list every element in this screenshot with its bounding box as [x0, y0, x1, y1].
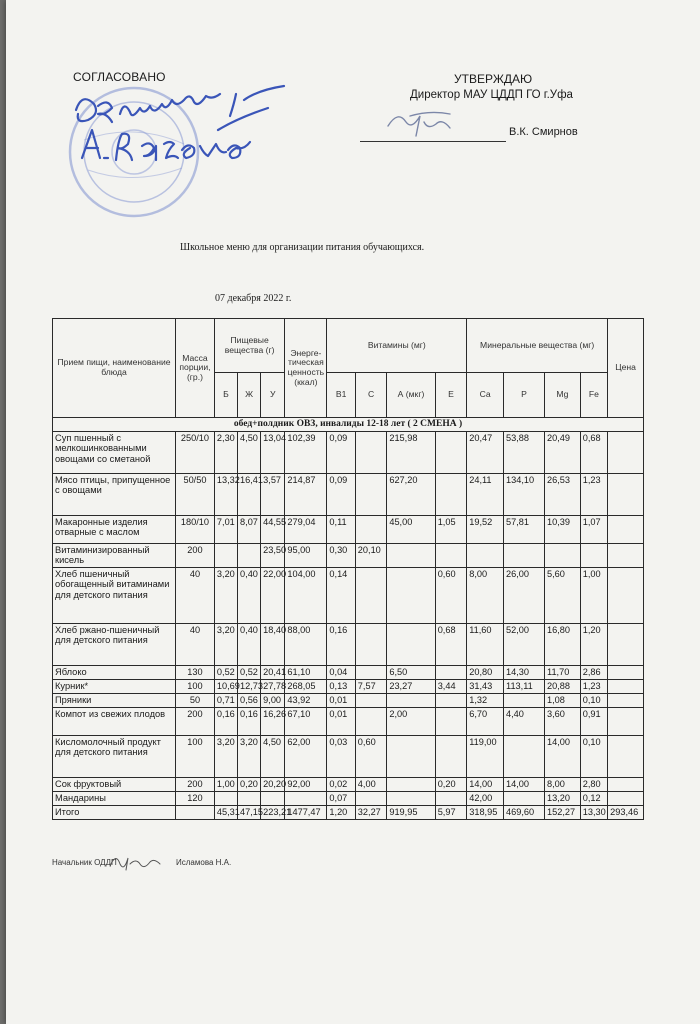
cell-ca: 31,43: [467, 680, 504, 694]
cell-price: [608, 694, 644, 708]
cell-ca: 1,32: [467, 694, 504, 708]
cell-energy: 62,00: [285, 736, 327, 778]
approval-right-label: УТВЕРЖДАЮ: [454, 72, 533, 86]
col-vitamins: Витамины (мг): [327, 319, 467, 373]
cell-b1: 1,20: [327, 806, 355, 820]
cell-p: 4,40: [504, 708, 545, 736]
approval-left-label: СОГЛАСОВАНО: [73, 70, 166, 84]
cell-b1: 0,16: [327, 624, 355, 666]
table-row: [53, 432, 644, 474]
cell-b: 2,30: [214, 432, 237, 474]
cell-c: [355, 792, 387, 806]
table-row: [53, 544, 644, 568]
table-row: [53, 680, 644, 694]
cell-mass: 130: [176, 666, 215, 680]
cell-c: [355, 432, 387, 474]
cell-a: 23,27: [387, 680, 435, 694]
col-price: Цена: [608, 319, 644, 418]
cell-price: [608, 474, 644, 516]
cell-dish: Курник*: [53, 680, 176, 694]
cell-mass: 40: [176, 624, 215, 666]
cell-c: 20,10: [355, 544, 387, 568]
cell-e: 5,97: [435, 806, 467, 820]
col-mass: Масса порции, (гр.): [176, 319, 215, 418]
cell-energy: 88,00: [285, 624, 327, 666]
cell-b: [214, 792, 237, 806]
cell-mass: 50: [176, 694, 215, 708]
cell-mass: 100: [176, 736, 215, 778]
cell-c: 4,00: [355, 778, 387, 792]
cell-b1: 0,03: [327, 736, 355, 778]
cell-e: 0,60: [435, 568, 467, 624]
cell-b1: 0,09: [327, 474, 355, 516]
cell-u: 27,78: [261, 680, 285, 694]
cell-p: 52,00: [504, 624, 545, 666]
cell-price: [608, 666, 644, 680]
col-mg: Mg: [545, 373, 581, 418]
cell-energy: 214,87: [285, 474, 327, 516]
cell-mg: 10,39: [545, 516, 581, 544]
table-row: [53, 666, 644, 680]
cell-u: 13,04: [261, 432, 285, 474]
cell-fe: [580, 544, 607, 568]
cell-price: [608, 708, 644, 736]
cell-mg: [545, 544, 581, 568]
cell-b: 1,00: [214, 778, 237, 792]
cell-dish: Компот из свежих плодов: [53, 708, 176, 736]
cell-price: [608, 792, 644, 806]
cell-b1: 0,11: [327, 516, 355, 544]
footer-signature-icon: [106, 848, 166, 874]
cell-price: [608, 568, 644, 624]
cell-u: 16,26: [261, 708, 285, 736]
col-b1: В1: [327, 373, 355, 418]
director-title: Директор МАУ ЦДДП ГО г.Уфа: [410, 89, 573, 101]
cell-price: [608, 778, 644, 792]
cell-energy: 279,04: [285, 516, 327, 544]
cell-dish: Витаминизированный кисель: [53, 544, 176, 568]
cell-mass: [176, 806, 215, 820]
cell-p: [504, 792, 545, 806]
table-row: [53, 474, 644, 516]
cell-mass: 200: [176, 778, 215, 792]
cell-b: 0,71: [214, 694, 237, 708]
cell-mg: 8,00: [545, 778, 581, 792]
cell-mass: 100: [176, 680, 215, 694]
cell-mg: 14,00: [545, 736, 581, 778]
cell-ca: 6,70: [467, 708, 504, 736]
cell-mg: 1,08: [545, 694, 581, 708]
cell-fe: 2,80: [580, 778, 607, 792]
table-row: [53, 516, 644, 544]
cell-dish: Хлеб ржано-пшеничный для детского питания: [53, 624, 176, 666]
col-ca: Ca: [467, 373, 504, 418]
cell-energy: [285, 792, 327, 806]
cell-ca: 8,00: [467, 568, 504, 624]
cell-b1: 0,07: [327, 792, 355, 806]
cell-price: [608, 736, 644, 778]
cell-e: [435, 432, 467, 474]
col-minerals: Минеральные вещества (мг): [467, 319, 608, 373]
col-a: А (мкг): [387, 373, 435, 418]
cell-zh: 3,20: [238, 736, 261, 778]
menu-table: [52, 318, 644, 820]
cell-a: [387, 544, 435, 568]
cell-mass: 40: [176, 568, 215, 624]
col-b: Б: [214, 373, 237, 418]
cell-b1: 0,04: [327, 666, 355, 680]
cell-a: 919,95: [387, 806, 435, 820]
cell-dish: Макаронные изделия отварные с маслом: [53, 516, 176, 544]
cell-c: [355, 624, 387, 666]
table-row: [53, 624, 644, 666]
cell-ca: 318,95: [467, 806, 504, 820]
cell-p: 26,00: [504, 568, 545, 624]
cell-mass: 120: [176, 792, 215, 806]
cell-p: 53,88: [504, 432, 545, 474]
cell-a: [387, 778, 435, 792]
cell-fe: 1,23: [580, 474, 607, 516]
cell-mg: 20,49: [545, 432, 581, 474]
cell-a: 215,98: [387, 432, 435, 474]
cell-e: 1,05: [435, 516, 467, 544]
cell-e: [435, 544, 467, 568]
cell-b: 7,01: [214, 516, 237, 544]
cell-zh: 16,41: [238, 474, 261, 516]
director-signature-icon: [380, 104, 460, 144]
cell-a: 2,00: [387, 708, 435, 736]
col-e: Е: [435, 373, 467, 418]
cell-a: 45,00: [387, 516, 435, 544]
col-zh: Ж: [238, 373, 261, 418]
cell-c: [355, 694, 387, 708]
cell-u: 18,40: [261, 624, 285, 666]
cell-mg: 13,20: [545, 792, 581, 806]
cell-e: [435, 474, 467, 516]
cell-zh: 0,40: [238, 624, 261, 666]
cell-fe: 0,68: [580, 432, 607, 474]
cell-mass: 180/10: [176, 516, 215, 544]
cell-fe: 0,10: [580, 694, 607, 708]
cell-p: 14,00: [504, 778, 545, 792]
cell-zh: 47,15: [238, 806, 261, 820]
cell-zh: [238, 792, 261, 806]
cell-b1: 0,13: [327, 680, 355, 694]
cell-dish: Хлеб пшеничный обогащенный витаминами для детского питания: [53, 568, 176, 624]
cell-a: [387, 694, 435, 708]
cell-dish: Итого: [53, 806, 176, 820]
cell-p: 113,11: [504, 680, 545, 694]
cell-c: [355, 568, 387, 624]
cell-energy: 1477,47: [285, 806, 327, 820]
cell-u: 22,00: [261, 568, 285, 624]
cell-b: 3,20: [214, 624, 237, 666]
cell-mass: 50/50: [176, 474, 215, 516]
cell-fe: 1,20: [580, 624, 607, 666]
cell-fe: 0,91: [580, 708, 607, 736]
cell-ca: 119,00: [467, 736, 504, 778]
cell-e: [435, 694, 467, 708]
cell-ca: 42,00: [467, 792, 504, 806]
cell-dish: Пряники: [53, 694, 176, 708]
cell-mg: 11,70: [545, 666, 581, 680]
cell-c: [355, 516, 387, 544]
cell-dish: Мандарины: [53, 792, 176, 806]
cell-b1: 0,02: [327, 778, 355, 792]
table-row: [53, 792, 644, 806]
total-row: [53, 806, 644, 820]
cell-u: 20,41: [261, 666, 285, 680]
cell-mass: 200: [176, 708, 215, 736]
cell-energy: 104,00: [285, 568, 327, 624]
cell-c: [355, 474, 387, 516]
footer-head-label: Начальник ОДДП: [52, 858, 117, 867]
cell-b: 45,31: [214, 806, 237, 820]
cell-price: [608, 680, 644, 694]
cell-energy: 268,05: [285, 680, 327, 694]
cell-u: 4,50: [261, 736, 285, 778]
cell-fe: 1,23: [580, 680, 607, 694]
cell-b1: 0,01: [327, 708, 355, 736]
cell-u: 23,50: [261, 544, 285, 568]
cell-mass: 250/10: [176, 432, 215, 474]
col-p: P: [504, 373, 545, 418]
cell-zh: 0,16: [238, 708, 261, 736]
cell-b: 0,16: [214, 708, 237, 736]
cell-e: [435, 708, 467, 736]
cell-u: 9,00: [261, 694, 285, 708]
cell-zh: 4,50: [238, 432, 261, 474]
cell-b1: 0,14: [327, 568, 355, 624]
cell-u: 20,20: [261, 778, 285, 792]
cell-zh: 12,73: [238, 680, 261, 694]
cell-mg: 16,80: [545, 624, 581, 666]
cell-u: 3,57: [261, 474, 285, 516]
cell-price: [608, 516, 644, 544]
section-title: обед+полдник ОВЗ, инвалиды 12-18 лет ( 2 СМЕНА ): [53, 418, 644, 432]
cell-ca: 20,47: [467, 432, 504, 474]
cell-a: [387, 736, 435, 778]
cell-a: 6,50: [387, 666, 435, 680]
cell-e: [435, 792, 467, 806]
menu-title: Школьное меню для организации питания обучающихся.: [180, 242, 425, 253]
cell-b: 3,20: [214, 736, 237, 778]
cell-b1: 0,30: [327, 544, 355, 568]
cell-mg: 20,88: [545, 680, 581, 694]
cell-fe: 0,10: [580, 736, 607, 778]
cell-a: [387, 624, 435, 666]
cell-zh: 8,07: [238, 516, 261, 544]
cell-fe: 1,00: [580, 568, 607, 624]
cell-e: 0,68: [435, 624, 467, 666]
cell-u: 223,21: [261, 806, 285, 820]
cell-energy: 43,92: [285, 694, 327, 708]
col-u: У: [261, 373, 285, 418]
cell-ca: [467, 544, 504, 568]
cell-b: 3,20: [214, 568, 237, 624]
cell-u: [261, 792, 285, 806]
cell-dish: Мясо птицы, припущенное с овощами: [53, 474, 176, 516]
cell-p: 134,10: [504, 474, 545, 516]
cell-a: [387, 792, 435, 806]
cell-p: [504, 544, 545, 568]
cell-price: [608, 544, 644, 568]
cell-e: 0,20: [435, 778, 467, 792]
handwritten-signature-icon: [68, 80, 298, 190]
cell-zh: 0,56: [238, 694, 261, 708]
cell-mg: 152,27: [545, 806, 581, 820]
col-fe: Fe: [580, 373, 607, 418]
cell-energy: 102,39: [285, 432, 327, 474]
cell-zh: 0,20: [238, 778, 261, 792]
cell-b1: 0,09: [327, 432, 355, 474]
table-row: [53, 708, 644, 736]
cell-price: [608, 432, 644, 474]
cell-ca: 20,80: [467, 666, 504, 680]
cell-p: 14,30: [504, 666, 545, 680]
cell-zh: 0,40: [238, 568, 261, 624]
cell-mg: 3,60: [545, 708, 581, 736]
cell-b: 0,52: [214, 666, 237, 680]
cell-ca: 11,60: [467, 624, 504, 666]
cell-zh: 0,52: [238, 666, 261, 680]
director-name: В.К. Смирнов: [509, 126, 578, 138]
cell-a: [387, 568, 435, 624]
col-energy: Энерге-тическая ценность (ккал): [285, 319, 327, 418]
cell-p: 469,60: [504, 806, 545, 820]
cell-c: [355, 708, 387, 736]
col-c: С: [355, 373, 387, 418]
cell-p: [504, 694, 545, 708]
cell-ca: 24,11: [467, 474, 504, 516]
cell-c: 0,60: [355, 736, 387, 778]
cell-p: 57,81: [504, 516, 545, 544]
cell-b: 10,69: [214, 680, 237, 694]
cell-dish: Кисломолочный продукт для детского питания: [53, 736, 176, 778]
cell-zh: [238, 544, 261, 568]
cell-dish: Яблоко: [53, 666, 176, 680]
cell-fe: 13,30: [580, 806, 607, 820]
menu-date: 07 декабря 2022 г.: [215, 293, 292, 304]
cell-b: [214, 544, 237, 568]
cell-fe: 2,86: [580, 666, 607, 680]
cell-mass: 200: [176, 544, 215, 568]
col-nutrients: Пищевые вещества (г): [214, 319, 284, 373]
table-row: [53, 568, 644, 624]
cell-e: [435, 736, 467, 778]
table-row: [53, 736, 644, 778]
cell-energy: 61,10: [285, 666, 327, 680]
footer-head-name: Исламова Н.А.: [176, 858, 232, 867]
cell-energy: 92,00: [285, 778, 327, 792]
cell-ca: 19,52: [467, 516, 504, 544]
cell-a: 627,20: [387, 474, 435, 516]
cell-fe: 1,07: [580, 516, 607, 544]
cell-price: 293,46: [608, 806, 644, 820]
cell-dish: Суп пшенный с мелкошинкованными овощами со сметаной: [53, 432, 176, 474]
col-dish: Прием пищи, наименование блюда: [53, 319, 176, 418]
cell-c: 7,57: [355, 680, 387, 694]
table-row: [53, 778, 644, 792]
cell-mg: 26,53: [545, 474, 581, 516]
cell-e: 3,44: [435, 680, 467, 694]
cell-dish: Сок фруктовый: [53, 778, 176, 792]
cell-c: 32,27: [355, 806, 387, 820]
cell-e: [435, 666, 467, 680]
cell-b1: 0,01: [327, 694, 355, 708]
cell-ca: 14,00: [467, 778, 504, 792]
cell-energy: 67,10: [285, 708, 327, 736]
cell-b: 13,32: [214, 474, 237, 516]
cell-energy: 95,00: [285, 544, 327, 568]
cell-price: [608, 624, 644, 666]
cell-c: [355, 666, 387, 680]
cell-u: 44,55: [261, 516, 285, 544]
cell-p: [504, 736, 545, 778]
table-row: [53, 694, 644, 708]
cell-fe: 0,12: [580, 792, 607, 806]
cell-mg: 5,60: [545, 568, 581, 624]
